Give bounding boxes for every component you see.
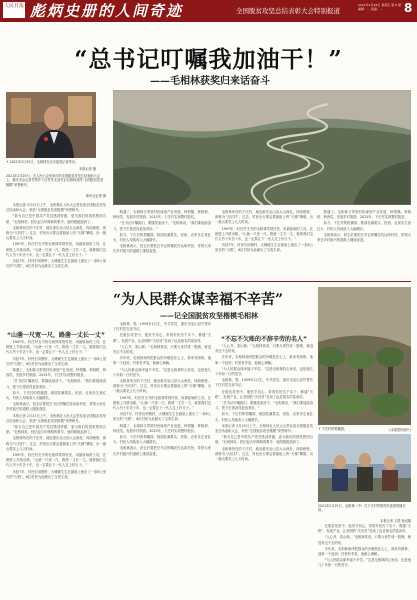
article1-paragraph: 历经7年，村民们用钢钎、大锤硬生生在悬崖上凿出了一条8公里长的“天路”，6位村民为此献出了宝贵生命。	[6, 259, 106, 269]
article2-paragraph: 在脱贫攻坚中，他坚守初心，带领村民苦干实干，修通“天路”，发展产业，让贫困的“天坑村”变成了远近闻名的富裕村。	[318, 524, 411, 534]
orchard-photo-caption: ↑ 下庄村的柑橘园。	[318, 427, 348, 431]
article1-column-3	[215, 210, 313, 278]
mountain-road-photo	[113, 90, 411, 205]
article2-paragraph: “为人民群众谋幸福不辛苦。”这是毛相林的心里话，也是他几十年如一日的坚守。	[318, 558, 411, 568]
article1-paragraph: “总书记叮嘱我们，要继续加油干。”毛相林说，“我们要接续奋斗，把下庄建设得更加美好。”	[6, 379, 106, 389]
article2-paragraph: 毛相林，男，1959年1月生，中共党员，重庆市巫山县竹贤乡下庄村党支部书记。	[215, 378, 313, 388]
page-number: 8	[404, 1, 413, 15]
article1-paragraph: 本报记者 2月25日上午，毛相林在人民大会堂参加全国脱贫攻坚总结表彰大会，荣获“全国脱贫攻坚楷模”荣誉称号。	[6, 203, 106, 213]
article2-paragraph: 毛相林所在的下庄村，地处重庆巫山县大山深处，四面绝壁，被称为“天坑村”。过去，村民出行要沿着悬崖上的“天梯”攀爬，出一趟山要花上几天时间。	[215, 446, 313, 462]
article1-paragraph: 毛相林所在的下庄村，地处重庆巫山县大山深处，四面绝壁，被称为“天坑村”。过去，村民出行要沿着悬崖上的“天梯”攀爬，出一趟山要花上几天时间。	[6, 436, 106, 451]
article1-paragraph: 本报记者 2月25日上午，毛相林在人民大会堂参加全国脱贫攻坚总结表彰大会，荣获“全国脱贫攻坚楷模”荣誉称号。	[6, 413, 106, 423]
article2-paragraph: 如今，下庄村的柑橘园、桃园挂满果实，民宿、农家乐生意红火，村民人均纯收入大幅增长。	[215, 412, 313, 422]
orchard-photo	[318, 287, 411, 425]
article2-paragraph: 在脱贫攻坚中，他坚守初心，带领村民苦干实干，修通“天路”，发展产业，让贫困的“天坑村”变成了远近闻名的富裕村。	[215, 389, 313, 399]
article1-paragraph: 毛相林表示，回去后要把总书记的嘱托传达给村民，带领大家在乡村振兴的道路上继续奋进。	[6, 402, 106, 412]
article1-paragraph: 毛相林所在的下庄村，地处重庆巫山县大山深处，四面绝壁，被称为“天坑村”。过去，村民出行要沿着悬崖上的“天梯”攀爬，出一趟山要花上几天时间。	[6, 225, 106, 241]
article2-paragraph: “人心齐，泰山移。”毛相林常说，只要大家拧成一股绳，就没有过不去的坎。	[318, 535, 411, 545]
article2-paragraph: “为人民群众谋幸福不辛苦。”这是毛相林的心里话，也是他几十年如一日的坚守。	[215, 366, 313, 377]
article1-paragraph: “总书记叮嘱我们，要继续加油干。”毛相林说，“我们要接续奋斗，把下庄建设得更加美好。”	[113, 221, 211, 231]
edition-info: 2021年2月26日 星期五 第 8 版 编辑：... 美编：...	[358, 3, 402, 11]
article2-headline: “为人民群众谋幸福不辛苦”	[113, 292, 284, 308]
article2-subhead: ——记全国脱贫攻坚楷模毛相林	[160, 311, 258, 320]
article2-paragraph: 毛相林所在的下庄村，地处重庆巫山县大山深处，四面绝壁，被称为“天坑村”。过去，村民出行要沿着悬崖上的“天梯”攀爬，出一趟山要花上几天时间。	[113, 379, 211, 394]
article1-headline: “总书记叮嘱我加油干！”	[74, 46, 343, 73]
article1-paragraph: 路通了，毛相林又带领村民谋划产业发展，种柑橘、种桃树、种西瓜，发展乡村旅游。2015年，下庄村实现整村脱贫。	[317, 210, 411, 220]
villagers-photo-credit: 本报记者 王群 杨迅摄	[380, 519, 411, 523]
road-photo-credit: 新华社记者 摄	[85, 194, 106, 198]
article2-paragraph: 多年来，毛相林始终把群众的冷暖放在心上，谁家有困难，他第一个赶到；村里有矛盾，他耐心调解。	[215, 355, 313, 365]
article1-paragraph: 毛相林表示，回去后要把总书记的嘱托传达给村民，带领大家在乡村振兴的道路上继续奋进。	[317, 232, 411, 243]
article1-column-5	[6, 340, 106, 590]
article2-paragraph: 本报记者 2月25日上午，毛相林在人民大会堂参加全国脱贫攻坚总结表彰大会，荣获“全国脱贫攻坚楷模”荣誉称号。	[215, 423, 313, 434]
article1-column-1	[6, 203, 106, 325]
article1-paragraph: 路通了，毛相林又带领村民谋划产业发展，种柑橘、种桃树、种西瓜，发展乡村旅游。2015年，下庄村实现整村脱贫。	[6, 368, 106, 378]
article1-paragraph: 1997年，时任村支书的毛相林带领村民，用最原始的工具，在绝壁上开凿出路。“山凿一尺宽一尺，路凿一丈长一丈。就算我们这代人穷十年苦十年，也一定要让下一代人过上好日子。”	[215, 226, 313, 242]
article1-column-4	[317, 210, 411, 278]
article1-paragraph: 毛相林所在的下庄村，地处重庆巫山县大山深处，四面绝壁，被称为“天坑村”。过去，村民出行要沿着悬崖上的“天梯”攀爬，出一趟山要花上几天时间。	[215, 210, 313, 225]
article2-column-3	[318, 524, 411, 590]
article2-paragraph: 路通了，毛相林又带领村民谋划产业发展，种柑橘、种桃树、种西瓜，发展乡村旅游。2015年，下庄村实现整村脱贫。	[113, 423, 211, 433]
article1-paragraph: 毛相林表示，回去后要把总书记的嘱托传达给村民，带领大家在乡村振兴的道路上继续奋进。	[113, 244, 211, 254]
article2-paragraph: “我为自己是中国共产党员感到骄傲，更为我们的国家感到自豪。”毛相林说，回忆起当年修路的艰辛，他的眼眶湿润了。	[215, 435, 313, 445]
article1-paragraph: 1997年，时任村支书的毛相林带领村民，用最原始的工具，在绝壁上开凿出路。“山凿一尺宽一尺，路凿一丈长一丈。就算我们这代人穷十年苦十年，也一定要让下一代人过上好日子。”	[6, 340, 106, 355]
article2-column-2	[215, 344, 313, 590]
article1-paragraph: 历经7年，村民们用钢钎、大锤硬生生在悬崖上凿出了一条8公里长的“天路”，6位村民为此献出了宝贵生命。	[215, 243, 313, 253]
article2-paragraph: 多年来，毛相林始终把群众的冷暖放在心上，谁家有困难，他第一个赶到；村里有矛盾，他耐心调解。	[113, 356, 211, 366]
portrait-credit: 本报记者 摄	[79, 167, 96, 171]
article2-paragraph: “为人民群众谋幸福不辛苦。”这是毛相林的心里话，也是他几十年如一日的坚守。	[113, 367, 211, 377]
article1-subhead: ——毛相林获奖归来话奋斗	[150, 76, 270, 87]
road-photo-caption: 2021年2月25日，在人民大会堂举行的全国脱贫攻坚总结表彰大会上，重庆市巫山县竹贤乡下庄村党支部书记毛相林获得“全国脱贫攻坚楷模”荣誉称号。	[6, 174, 104, 187]
article1-section-title: “山凿一尺宽一尺，路凿一丈长一丈”	[7, 332, 105, 339]
article1-paragraph: “我为自己是中国共产党员感到骄傲，更为我们的国家感到自豪。”毛相林说，回忆起当年修路的艰辛，他的眼眶湿润了。	[6, 214, 106, 224]
page-header-subtitle: 全国脱贫攻坚总结表彰大会特别报道	[236, 7, 340, 15]
article2-column-1	[113, 322, 211, 590]
villagers-photo-caption: 2021年2月25日，毛相林（中）在下庄村带领村民查看柑橘长势。	[318, 504, 406, 513]
article1-paragraph: 1997年，时任村支书的毛相林带领村民，用最原始的工具，在绝壁上开凿出路。“山凿一尺宽一尺，路凿一丈长一丈。就算我们这代人穷十年苦十年，也一定要让下一代人过上好日子。”	[6, 453, 106, 468]
villagers-photo	[318, 434, 411, 502]
article2-section-title: “不忘不欠账的不辞辛劳的名人”	[221, 336, 307, 343]
section-tag: 人民日报	[3, 2, 25, 18]
article2-paragraph: “人心齐，泰山移。”毛相林常说，只要大家拧成一股绳，就没有过不去的坎。	[113, 344, 211, 355]
orchard-photo-credit: (本报资料照片)	[389, 428, 411, 432]
article1-paragraph: 路通了，毛相林又带领村民谋划产业发展，种柑橘、种桃树、种西瓜，发展乡村旅游。2015年，下庄村实现整村脱贫。	[113, 210, 211, 220]
article1-paragraph: 如今，下庄村的柑橘园、桃园挂满果实，民宿、农家乐生意红火，村民人均纯收入大幅增长。	[6, 390, 106, 401]
article1-paragraph: 历经7年，村民们用钢钎、大锤硬生生在悬崖上凿出了一条8公里长的“天路”，6位村民为此献出了宝贵生命。	[6, 469, 106, 479]
article2-paragraph: 1997年，时任村支书的毛相林带领村民，用最原始的工具，在绝壁上开凿出路。“山凿一尺宽一尺，路凿一丈长一丈。就算我们这代人穷十年苦十年，也一定要让下一代人过上好日子。”	[113, 395, 211, 411]
article1-column-2	[113, 210, 211, 278]
article2-paragraph: 如今，下庄村的柑橘园、桃园挂满果实，民宿、农家乐生意红火，村民人均纯收入大幅增长。	[113, 435, 211, 445]
article-divider	[113, 281, 411, 282]
article2-paragraph: 在脱贫攻坚中，他坚守初心，带领村民苦干实干，修通“天路”，发展产业，让贫困的“天坑村”变成了远近闻名的富裕村。	[113, 333, 211, 343]
article2-paragraph: “总书记叮嘱我们，要继续加油干。”毛相林说，“我们要接续奋斗，把下庄建设得更加美好。”	[215, 401, 313, 411]
article1-paragraph: 1997年，时任村支书的毛相林带领村民，用最原始的工具，在绝壁上开凿出路。“山凿一尺宽一尺，路凿一丈长一丈。就算我们这代人穷十年苦十年，也一定要让下一代人过上好日子。”	[6, 242, 106, 257]
page-header-title: 彪炳史册的人间奇迹	[30, 2, 184, 20]
article2-paragraph: 毛相林表示，回去后要把总书记的嘱托传达给村民，带领大家在乡村振兴的道路上继续奋进。	[113, 446, 211, 456]
article2-paragraph: 多年来，毛相林始终把群众的冷暖放在心上，谁家有困难，他第一个赶到；村里有矛盾，他耐心调解。	[318, 546, 411, 557]
portrait-photo	[6, 92, 96, 158]
article1-paragraph: 如今，下庄村的柑橘园、桃园挂满果实，民宿、农家乐生意红火，村民人均纯收入大幅增长。	[113, 232, 211, 243]
article1-paragraph: “我为自己是中国共产党员感到骄傲，更为我们的国家感到自豪。”毛相林说，回忆起当年修路的艰辛，他的眼眶湿润了。	[6, 425, 106, 435]
article1-paragraph: 如今，下庄村的柑橘园、桃园挂满果实，民宿、农家乐生意红火，村民人均纯收入大幅增长。	[317, 221, 411, 231]
portrait-caption: ↑ 2021年2月25日，毛相林在北京接受记者采访。	[6, 160, 79, 164]
article2-paragraph: 历经7年，村民们用钢钎、大锤硬生生在悬崖上凿出了一条8公里长的“天路”，6位村民为此献出了宝贵生命。	[113, 412, 211, 422]
article2-paragraph: 毛相林，男，1959年1月生，中共党员，重庆市巫山县竹贤乡下庄村党支部书记。	[113, 322, 211, 332]
article1-paragraph: 历经7年，村民们用钢钎、大锤硬生生在悬崖上凿出了一条8公里长的“天路”，6位村民为此献出了宝贵生命。	[6, 356, 106, 366]
article2-paragraph: “人心齐，泰山移。”毛相林常说，只要大家拧成一股绳，就没有过不去的坎。	[215, 344, 313, 354]
